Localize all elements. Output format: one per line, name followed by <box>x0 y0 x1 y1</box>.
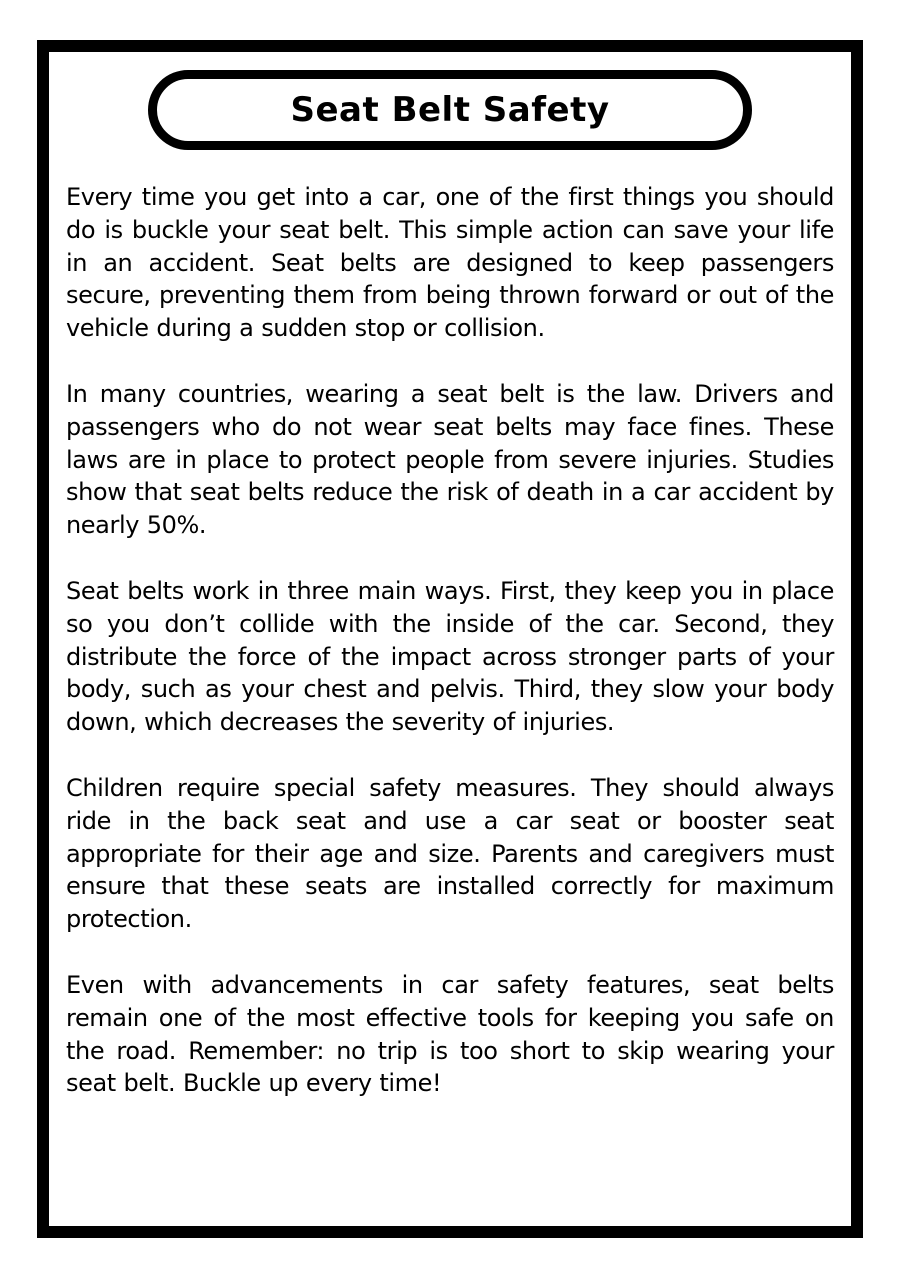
paragraph-intro: Every time you get into a car, one of the first things you should do is buckle your seat belt. This simple action can save your life in an accident. Seat belts are designed to keep passengers secure, preventing them from being thrown forward or out of the vehicle during a sudden stop or collision. <box>66 183 834 343</box>
paragraph-law: In many countries, wearing a seat belt is the law. Drivers and passengers who do not wear seat belts may face fines. These laws are in place to protect people from severe injuries. Studies show that seat belts reduce the risk of death in a car accident by nearly 50%. <box>66 379 834 540</box>
article-body <box>66 181 834 1100</box>
paragraph-children: Children require special safety measures. They should always ride in the back seat and use a car seat or booster seat appropriate for their age and size. Parents and caregivers must ensure that these seats are installed correctly for maximum protection. <box>66 773 834 934</box>
page-title: Seat Belt Safety <box>290 90 610 130</box>
paragraph-conclusion: Even with advancements in car safety features, seat belts remain one of the most effective tools for keeping you safe on the road. Remember: no trip is too short to skip wearing your seat belt. Buckle up every time! <box>66 970 834 1098</box>
paragraph-how-they-work: Seat belts work in three main ways. First, they keep you in place so you don’t collide with the inside of the car. Second, they distribute the force of the impact across stronger parts of your body, such as your chest and pelvis. Third, they slow your body down, which decreases the severity of injuries. <box>66 576 834 737</box>
title-banner <box>148 70 752 150</box>
